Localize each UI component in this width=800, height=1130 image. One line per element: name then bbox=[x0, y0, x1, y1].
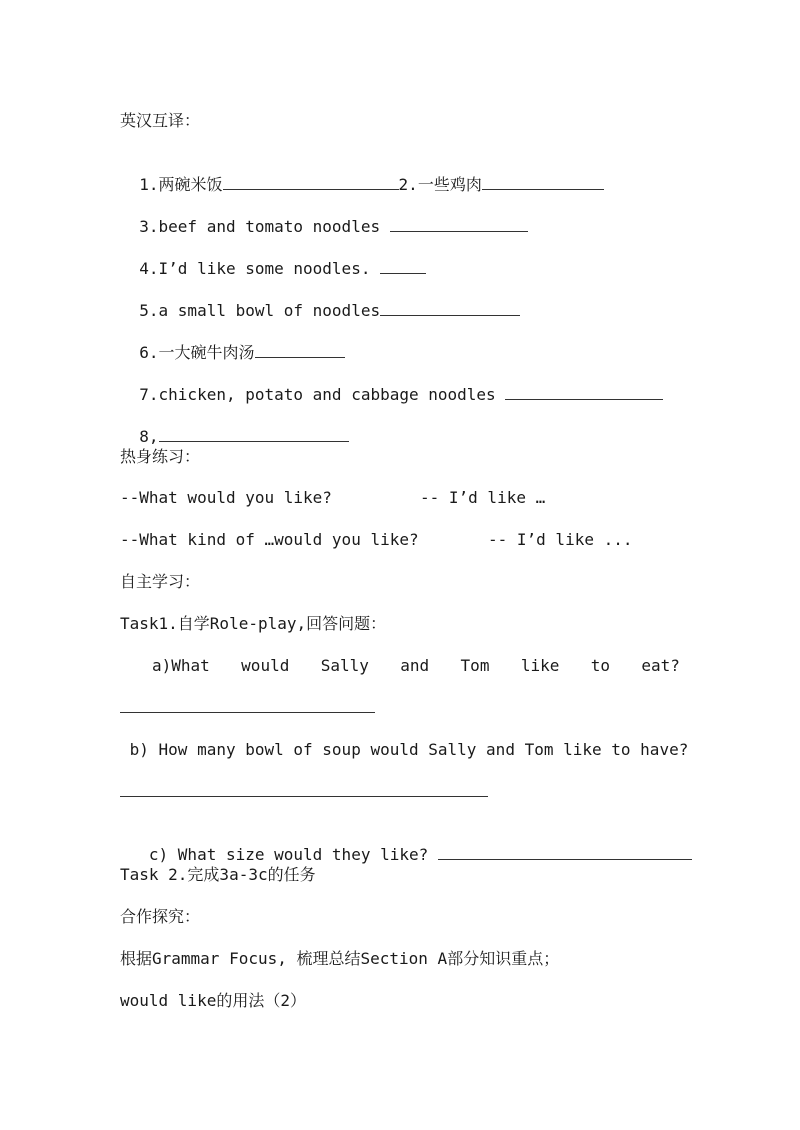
translate-item-5 bbox=[120, 279, 520, 320]
item-2-blank[interactable] bbox=[482, 173, 604, 190]
item-4-text: 4.I’d like some noodles. bbox=[139, 259, 381, 278]
warmup-question-2: --What kind of …would you like? bbox=[120, 530, 419, 549]
warmup-heading: 热身练习： bbox=[120, 447, 201, 466]
item-5-text: 5.a small bowl of noodles bbox=[139, 301, 381, 320]
item-6-blank[interactable] bbox=[255, 341, 345, 358]
item-1-text: 1.两碗米饭 bbox=[139, 175, 223, 194]
item-3-blank[interactable] bbox=[390, 215, 528, 232]
item-7-blank[interactable] bbox=[505, 383, 663, 400]
item-3-text: 3.beef and tomato noodles bbox=[139, 217, 390, 236]
item-1-blank[interactable] bbox=[223, 173, 399, 190]
warmup-answer-2: -- I’d like ... bbox=[488, 530, 633, 549]
qa-word-6: like bbox=[520, 656, 560, 675]
question-c-blank[interactable] bbox=[438, 843, 692, 860]
qa-word-3: Sally bbox=[320, 656, 369, 675]
translate-item-8 bbox=[120, 405, 349, 446]
item-6-text: 6.一大碗牛肉汤 bbox=[139, 343, 255, 362]
grammar-focus-text: 根据Grammar Focus, 梳理总结Section A部分知识重点； bbox=[120, 949, 560, 968]
cooperate-heading: 合作探究： bbox=[120, 907, 201, 926]
task1-title: Task1.自学Role-play,回答问题： bbox=[120, 614, 387, 633]
question-a-answer-line[interactable] bbox=[120, 712, 375, 713]
qa-word-7: to bbox=[590, 656, 610, 675]
question-c-text: c) What size would they like? bbox=[139, 845, 438, 864]
item-4-blank[interactable] bbox=[380, 257, 426, 274]
item-7-text: 7.chicken, potato and cabbage noodles bbox=[139, 385, 506, 404]
translate-item-1 bbox=[120, 153, 604, 194]
item-5-blank[interactable] bbox=[380, 299, 520, 316]
translate-item-3 bbox=[120, 195, 528, 236]
item-2-text: 2.一些鸡肉 bbox=[398, 175, 482, 194]
translate-item-7 bbox=[120, 363, 663, 404]
warmup-answer-1: -- I’d like … bbox=[420, 488, 546, 507]
translate-heading: 英汉互译： bbox=[120, 111, 201, 130]
qa-word-1: a)What bbox=[152, 656, 210, 675]
task2-title: Task 2.完成3a-3c的任务 bbox=[120, 865, 316, 884]
translate-item-6 bbox=[120, 321, 345, 362]
qa-word-4: and bbox=[400, 656, 430, 675]
would-like-usage: would like的用法（2） bbox=[120, 991, 306, 1010]
task1-question-a bbox=[152, 656, 680, 676]
self-study-heading: 自主学习： bbox=[120, 572, 201, 591]
qa-word-8: eat? bbox=[641, 656, 680, 675]
task1-question-c bbox=[120, 823, 692, 864]
translate-item-4 bbox=[120, 237, 426, 278]
task1-question-b: b) How many bowl of soup would Sally and Tom like to have? bbox=[120, 740, 689, 759]
question-b-answer-line[interactable] bbox=[120, 796, 488, 797]
warmup-question-1: --What would you like? bbox=[120, 488, 332, 507]
qa-word-5: Tom bbox=[460, 656, 490, 675]
item-8-text: 8, bbox=[139, 427, 159, 446]
item-8-blank[interactable] bbox=[159, 425, 349, 442]
qa-word-2: would bbox=[241, 656, 290, 675]
